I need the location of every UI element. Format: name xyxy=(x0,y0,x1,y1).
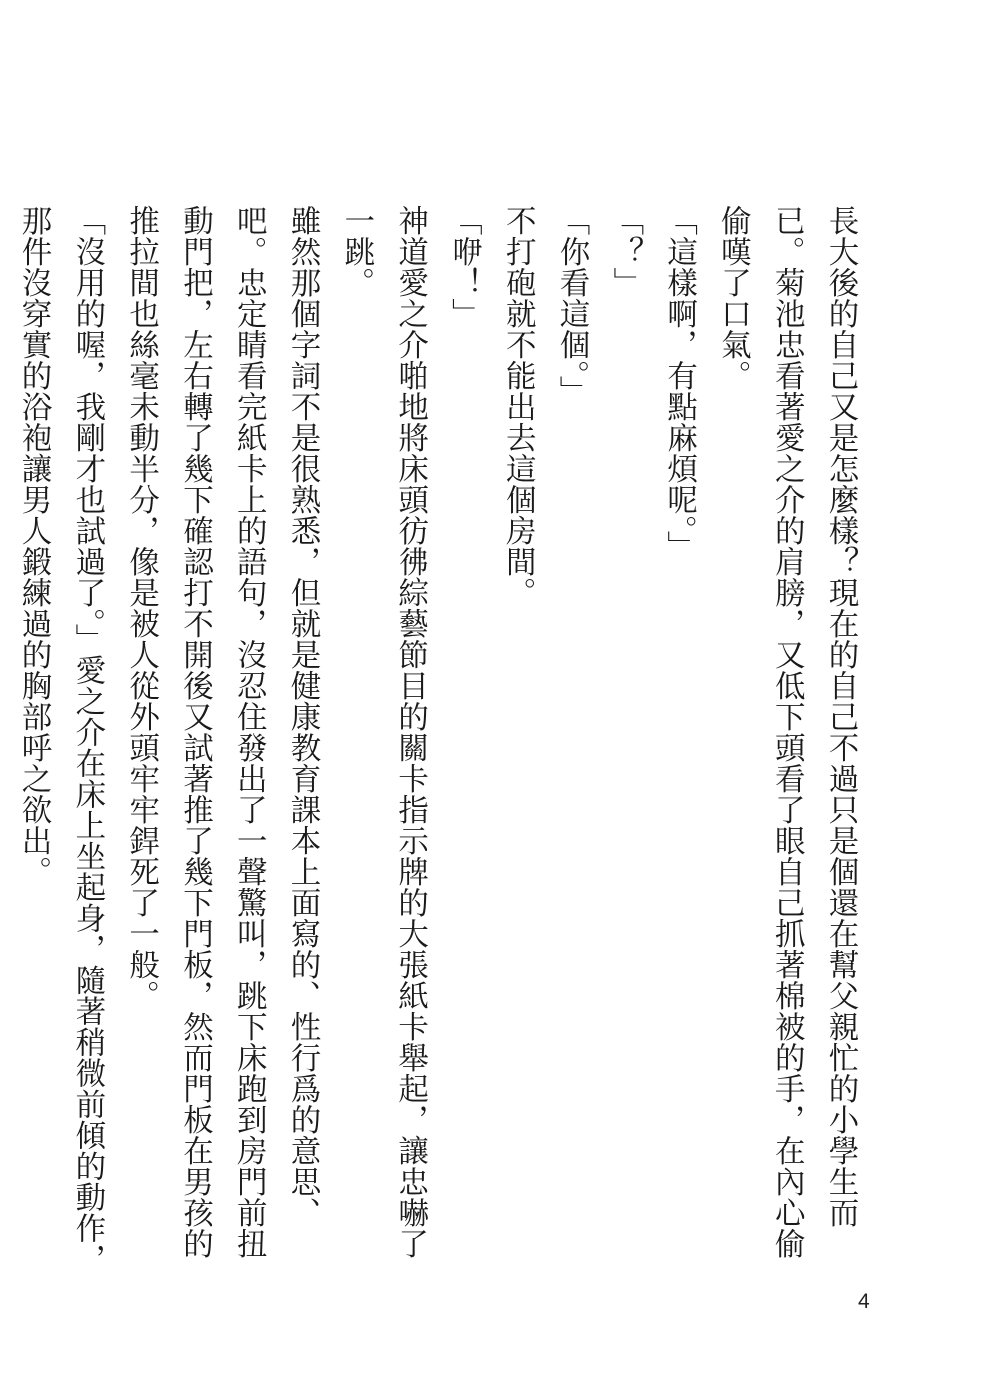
vertical-text-body xyxy=(16,205,867,1285)
paragraph-3: 「？」 xyxy=(607,205,643,298)
page-number: 4 xyxy=(858,1290,870,1313)
paragraph-4: 「你看這個。」 xyxy=(554,205,590,407)
paragraph-9: 「沒用的喔，我剛才也試過了。」愛之介在床上坐起身，隨著稍微前傾的動作，那件沒穿實的浴袍讓男人鍛練過的胸部呼之欲出。 xyxy=(16,205,105,1275)
paragraph-8: 雖然那個字詞不是很熟悉，但就是健康教育課本上面寫的、性行爲的意思、吧。忠定睛看完紙卡上的語句，沒忍住發出了一聲驚叫，跳下床跑到房門前扭動門把，左右轉了幾下確認打不開後又試著推了幾下門板，然而門板在男孩的推拉間也絲毫未動半分，像是被人從外頭牢牢銲死了一般。 xyxy=(123,205,321,1259)
paragraph-5: 不打砲就不能出去這個房間。 xyxy=(500,205,536,608)
paragraph-7: 神道愛之介啪地將床頭彷彿綜藝節目的關卡指示牌的大張紙卡舉起，讓忠嚇了一跳。 xyxy=(338,205,428,1259)
paragraph-1: 長大後的自己又是怎麼樣？現在的自己不過只是個還在幫父親忙的小學生而已。菊池忠看著愛之介的肩膀，又低下頭看了眼自己抓著棉被的手，在內心偷偷嘆了口氣。 xyxy=(715,205,858,1259)
paragraph-6: 「咿！」 xyxy=(446,205,482,329)
paragraph-2: 「這樣啊，有點麻煩呢。」 xyxy=(661,205,697,562)
paragraph-10 xyxy=(0,205,6,1285)
